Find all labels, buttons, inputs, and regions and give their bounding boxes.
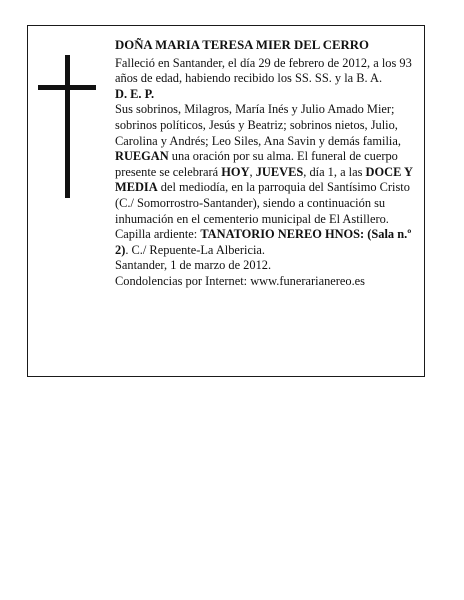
cross-vertical-bar — [65, 55, 70, 198]
rip-text: D. E. P. — [115, 86, 155, 101]
hoy-text: HOY — [221, 164, 250, 179]
funeral-time: DOCE Y MEDIA — [115, 164, 413, 195]
chapel-place: TANATORIO NEREO HNOS: (Sala n.º 2) — [115, 227, 412, 257]
chapel-paragraph — [115, 227, 420, 258]
place-date: Santander, 1 de marzo de 2012. — [115, 258, 272, 273]
jueves-text: JUEVES — [255, 164, 304, 179]
obituary-notice — [27, 25, 425, 377]
cross-horizontal-bar — [38, 85, 96, 90]
chapel-label: Capilla ardiente: — [115, 227, 201, 242]
funeral-text-2: , día 1, a las — [303, 164, 366, 179]
funeral-text-3: del mediodía, en la parroquia del Santísimo Cristo (C./ Somorrostro-Santander), siendo a continuación su inhumación en el cementerio municipal de El Astillero. — [115, 180, 410, 226]
funeral-paragraph — [115, 149, 420, 227]
funeral-comma: , — [249, 164, 256, 179]
cross-icon — [38, 55, 96, 198]
death-info: Falleció en Santander, el día 29 de febrero de 2012, a los 93 años de edad, habiendo recibido los SS. SS. y la B. A. — [115, 55, 412, 86]
condolences-line: Condolencias por Internet: www.funerarianereo.es — [115, 273, 366, 288]
family-paragraph: Sus sobrinos, Milagros, María Inés y Julio Amado Mier; sobrinos políticos, Jesús y Beatriz; sobrinos nietos, Julio, Carolina y Andrés; Leo Siles, Ana Savin y demás familia, — [115, 102, 401, 148]
notice-text — [115, 38, 420, 290]
chapel-address: . C./ Repuente-La Albericia. — [125, 242, 266, 257]
rip-line — [115, 87, 420, 103]
deceased-name: DOÑA MARIA TERESA MIER DEL CERRO — [115, 38, 369, 52]
ruegan-text: RUEGAN — [115, 149, 169, 164]
funeral-text-1: una oración por su alma. El funeral de cuerpo presente se celebrará — [115, 149, 398, 179]
